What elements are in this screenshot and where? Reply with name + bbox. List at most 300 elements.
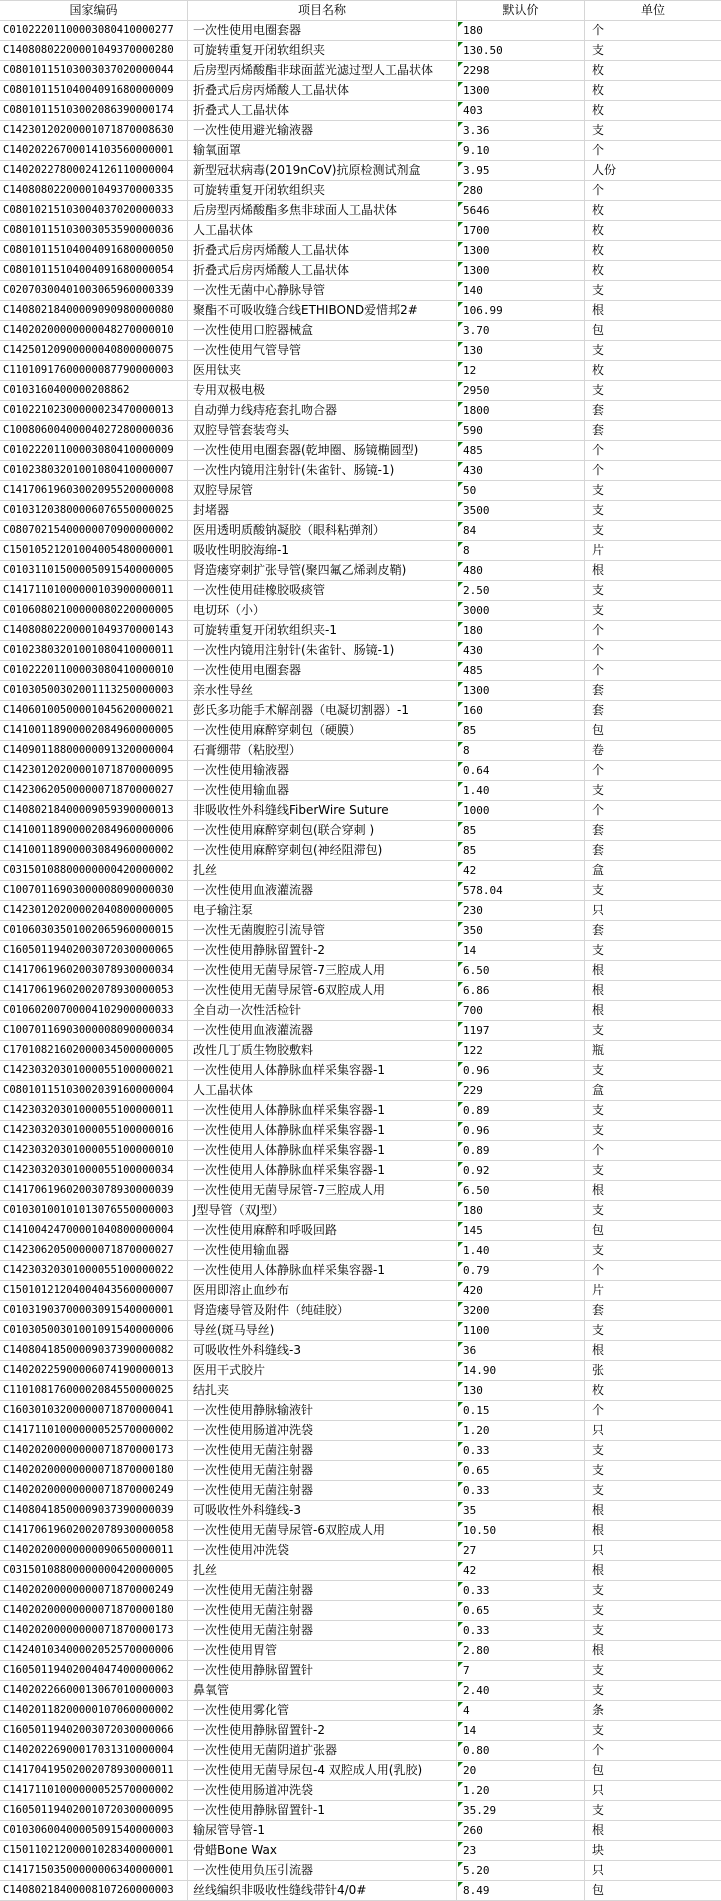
code-cell[interactable]: C01031203800006076550000025 — [0, 501, 188, 521]
name-cell[interactable]: 可吸收性外科缝线-3 — [188, 1341, 457, 1361]
code-cell[interactable]: C14020200000000071870000249 — [0, 1481, 188, 1501]
name-cell[interactable]: 一次性使用人体静脉血样采集容器-1 — [188, 1061, 457, 1081]
name-cell[interactable]: 一次性使用人体静脉血样采集容器-1 — [188, 1121, 457, 1141]
unit-cell[interactable]: 支 — [585, 381, 721, 401]
name-cell[interactable]: 一次性使用麻醉穿刺包(联合穿刺 ) — [188, 821, 457, 841]
unit-cell[interactable]: 根 — [585, 1501, 721, 1521]
price-cell[interactable] — [457, 761, 585, 781]
price-cell[interactable] — [457, 1121, 585, 1141]
code-cell[interactable]: C14020226900017031310000004 — [0, 1741, 188, 1761]
unit-cell[interactable]: 套 — [585, 421, 721, 441]
name-cell[interactable]: 一次性使用无菌导尿管-7三腔成人用 — [188, 1181, 457, 1201]
unit-cell[interactable]: 块 — [585, 1841, 721, 1861]
unit-cell[interactable]: 支 — [585, 1061, 721, 1081]
price-cell[interactable] — [457, 1641, 585, 1661]
name-cell[interactable]: 一次性使用无菌注射器 — [188, 1601, 457, 1621]
unit-cell[interactable]: 条 — [585, 1701, 721, 1721]
unit-cell[interactable]: 张 — [585, 1361, 721, 1381]
code-cell[interactable]: C14230120200001071870000095 — [0, 761, 188, 781]
code-cell[interactable]: C14250120900000040800000075 — [0, 341, 188, 361]
price-cell[interactable] — [457, 201, 585, 221]
name-cell[interactable]: 一次性使用麻醉穿刺包（硬膜） — [188, 721, 457, 741]
code-cell[interactable]: C16050119402004047400000062 — [0, 1661, 188, 1681]
name-cell[interactable]: 一次性使用雾化管 — [188, 1701, 457, 1721]
name-cell[interactable]: 自动弹力线痔疮套扎吻合器 — [188, 401, 457, 421]
unit-cell[interactable]: 个 — [585, 1401, 721, 1421]
name-cell[interactable]: 一次性使用静脉留置针-2 — [188, 1721, 457, 1741]
code-cell[interactable]: C14080218400009059390000013 — [0, 801, 188, 821]
name-cell[interactable]: 一次性使用人体静脉血样采集容器-1 — [188, 1261, 457, 1281]
code-cell[interactable]: C14020226700014103560000001 — [0, 141, 188, 161]
unit-cell[interactable]: 根 — [585, 1641, 721, 1661]
column-header-name[interactable]: 项目名称 — [188, 0, 457, 21]
name-cell[interactable]: 一次性无菌腹腔引流导管 — [188, 921, 457, 941]
name-cell[interactable]: 输氧面罩 — [188, 141, 457, 161]
code-cell[interactable]: C14230320301000055100000021 — [0, 1061, 188, 1081]
price-cell[interactable] — [457, 1241, 585, 1261]
name-cell[interactable]: 一次性内镜用注射针(朱雀针、肠镜-1) — [188, 461, 457, 481]
name-cell[interactable]: 电子输注泵 — [188, 901, 457, 921]
code-cell[interactable]: C14170619602003078930000034 — [0, 961, 188, 981]
name-cell[interactable]: 扎丝 — [188, 861, 457, 881]
name-cell[interactable]: 一次性使用气管导管 — [188, 341, 457, 361]
unit-cell[interactable]: 卷 — [585, 741, 721, 761]
code-cell[interactable]: C14080218400008107260000003 — [0, 1881, 188, 1901]
unit-cell[interactable]: 盒 — [585, 861, 721, 881]
code-cell[interactable]: C14170619603002095520000008 — [0, 481, 188, 501]
unit-cell[interactable]: 支 — [585, 281, 721, 301]
price-cell[interactable] — [457, 641, 585, 661]
price-cell[interactable] — [457, 1781, 585, 1801]
unit-cell[interactable]: 根 — [585, 1821, 721, 1841]
unit-cell[interactable]: 支 — [585, 1801, 721, 1821]
code-cell[interactable]: C14020227800024126110000004 — [0, 161, 188, 181]
unit-cell[interactable]: 支 — [585, 1021, 721, 1041]
name-cell[interactable]: 一次性使用血液灌流器 — [188, 881, 457, 901]
price-cell[interactable] — [457, 1861, 585, 1881]
code-cell[interactable]: C15010121204004043560000007 — [0, 1281, 188, 1301]
price-cell[interactable] — [457, 141, 585, 161]
unit-cell[interactable]: 套 — [585, 1301, 721, 1321]
price-cell[interactable] — [457, 1461, 585, 1481]
unit-cell[interactable]: 只 — [585, 1421, 721, 1441]
code-cell[interactable]: C08010115104004091680000009 — [0, 81, 188, 101]
unit-cell[interactable]: 套 — [585, 401, 721, 421]
price-cell[interactable] — [457, 1661, 585, 1681]
code-cell[interactable]: C14080802200001049370000280 — [0, 41, 188, 61]
price-cell[interactable] — [457, 741, 585, 761]
code-cell[interactable]: C14230320301000055100000034 — [0, 1161, 188, 1181]
name-cell[interactable]: 折叠式人工晶状体 — [188, 101, 457, 121]
code-cell[interactable]: C08010215103004037020000033 — [0, 201, 188, 221]
name-cell[interactable]: 骨蜡Bone Wax — [188, 1841, 457, 1861]
unit-cell[interactable]: 包 — [585, 1881, 721, 1901]
price-cell[interactable] — [457, 541, 585, 561]
unit-cell[interactable]: 支 — [585, 1441, 721, 1461]
unit-cell[interactable]: 包 — [585, 321, 721, 341]
name-cell[interactable]: 人工晶状体 — [188, 1081, 457, 1101]
name-cell[interactable]: 一次性使用人体静脉血样采集容器-1 — [188, 1161, 457, 1181]
unit-cell[interactable]: 支 — [585, 41, 721, 61]
price-cell[interactable] — [457, 581, 585, 601]
code-cell[interactable]: C16050119402001072030000095 — [0, 1801, 188, 1821]
name-cell[interactable]: 一次性内镜用注射针(朱雀针、肠镜-1) — [188, 641, 457, 661]
code-cell[interactable]: C08010115104004091680000050 — [0, 241, 188, 261]
unit-cell[interactable]: 只 — [585, 901, 721, 921]
price-cell[interactable] — [457, 801, 585, 821]
code-cell[interactable]: C14230320301000055100000011 — [0, 1101, 188, 1121]
unit-cell[interactable]: 个 — [585, 641, 721, 661]
price-cell[interactable] — [457, 1841, 585, 1861]
name-cell[interactable]: 一次性使用麻醉穿刺包(神经阻滞包) — [188, 841, 457, 861]
code-cell[interactable]: C14100118900003084960000002 — [0, 841, 188, 861]
unit-cell[interactable]: 支 — [585, 481, 721, 501]
code-cell[interactable]: C14170619602003078930000039 — [0, 1181, 188, 1201]
name-cell[interactable]: 一次性使用无菌阴道扩张器 — [188, 1741, 457, 1761]
name-cell[interactable]: 一次性使用无菌导尿包-4 双腔成人用(乳胶) — [188, 1761, 457, 1781]
code-cell[interactable]: C01030500302001113250000003 — [0, 681, 188, 701]
name-cell[interactable]: 一次性使用无菌注射器 — [188, 1581, 457, 1601]
name-cell[interactable]: 折叠式后房丙烯酸人工晶状体 — [188, 81, 457, 101]
code-cell[interactable]: C08010115104004091680000054 — [0, 261, 188, 281]
price-cell[interactable] — [457, 381, 585, 401]
name-cell[interactable]: 导丝(斑马导丝) — [188, 1321, 457, 1341]
name-cell[interactable]: 双腔导尿管 — [188, 481, 457, 501]
name-cell[interactable]: 折叠式后房丙烯酸人工晶状体 — [188, 261, 457, 281]
price-cell[interactable] — [457, 1501, 585, 1521]
code-cell[interactable]: C14020118200000107060000002 — [0, 1701, 188, 1721]
unit-cell[interactable]: 支 — [585, 1461, 721, 1481]
price-cell[interactable] — [457, 1341, 585, 1361]
code-cell[interactable]: C14020200000000071870000249 — [0, 1581, 188, 1601]
code-cell[interactable]: C14020200000000071870000180 — [0, 1601, 188, 1621]
name-cell[interactable]: 一次性使用输血器 — [188, 1241, 457, 1261]
code-cell[interactable]: C14080218400009090980000080 — [0, 301, 188, 321]
price-cell[interactable] — [457, 1001, 585, 1021]
name-cell[interactable]: 一次性使用无菌导尿管-6双腔成人用 — [188, 981, 457, 1001]
price-cell[interactable] — [457, 501, 585, 521]
price-cell[interactable] — [457, 461, 585, 481]
unit-cell[interactable]: 个 — [585, 21, 721, 41]
price-cell[interactable] — [457, 841, 585, 861]
unit-cell[interactable]: 支 — [585, 1121, 721, 1141]
unit-cell[interactable]: 枚 — [585, 1381, 721, 1401]
unit-cell[interactable]: 片 — [585, 1281, 721, 1301]
price-cell[interactable] — [457, 1441, 585, 1461]
name-cell[interactable]: 一次性使用麻醉和呼吸回路 — [188, 1221, 457, 1241]
price-cell[interactable] — [457, 921, 585, 941]
name-cell[interactable]: 全自动一次性活检针 — [188, 1001, 457, 1021]
price-cell[interactable] — [457, 721, 585, 741]
price-cell[interactable] — [457, 1101, 585, 1121]
name-cell[interactable]: 一次性使用人体静脉血样采集容器-1 — [188, 1101, 457, 1121]
price-cell[interactable] — [457, 901, 585, 921]
name-cell[interactable]: 一次性使用肠道冲洗袋 — [188, 1421, 457, 1441]
unit-cell[interactable]: 枚 — [585, 61, 721, 81]
unit-cell[interactable]: 根 — [585, 1341, 721, 1361]
price-cell[interactable] — [457, 1601, 585, 1621]
name-cell[interactable]: 后房型丙烯酸酯非球面蓝光滤过型人工晶状体 — [188, 61, 457, 81]
code-cell[interactable]: C01060200700004102900000033 — [0, 1001, 188, 1021]
unit-cell[interactable]: 枚 — [585, 201, 721, 221]
name-cell[interactable]: 一次性使用肠道冲洗袋 — [188, 1781, 457, 1801]
price-cell[interactable] — [457, 1281, 585, 1301]
code-cell[interactable]: C01022201100003080410000009 — [0, 441, 188, 461]
code-cell[interactable]: C14230320301000055100000010 — [0, 1141, 188, 1161]
code-cell[interactable]: C10070116903000008090000030 — [0, 881, 188, 901]
price-cell[interactable] — [457, 701, 585, 721]
price-cell[interactable] — [457, 1141, 585, 1161]
code-cell[interactable]: C01060802100000080220000005 — [0, 601, 188, 621]
name-cell[interactable]: 一次性使用硅橡胶吸痰管 — [188, 581, 457, 601]
code-cell[interactable]: C14230320301000055100000022 — [0, 1261, 188, 1281]
code-cell[interactable]: C14230620500000071870000027 — [0, 781, 188, 801]
code-cell[interactable]: C01030600400005091540000003 — [0, 1821, 188, 1841]
price-cell[interactable] — [457, 1301, 585, 1321]
name-cell[interactable]: 一次性使用静脉留置针-1 — [188, 1801, 457, 1821]
price-cell[interactable] — [457, 1701, 585, 1721]
code-cell[interactable]: C15010521201004005480000001 — [0, 541, 188, 561]
code-cell[interactable]: C14171101000000103900000011 — [0, 581, 188, 601]
unit-cell[interactable]: 支 — [585, 881, 721, 901]
price-cell[interactable] — [457, 481, 585, 501]
unit-cell[interactable]: 根 — [585, 1181, 721, 1201]
price-cell[interactable] — [457, 1581, 585, 1601]
name-cell[interactable]: 电切环（小） — [188, 601, 457, 621]
unit-cell[interactable]: 根 — [585, 1521, 721, 1541]
name-cell[interactable]: 双腔导管套装弯头 — [188, 421, 457, 441]
unit-cell[interactable]: 支 — [585, 1661, 721, 1681]
code-cell[interactable]: C14020226600013067010000003 — [0, 1681, 188, 1701]
price-cell[interactable] — [457, 1041, 585, 1061]
unit-cell[interactable]: 瓶 — [585, 1041, 721, 1061]
unit-cell[interactable]: 支 — [585, 1721, 721, 1741]
unit-cell[interactable]: 枚 — [585, 81, 721, 101]
unit-cell[interactable]: 枚 — [585, 361, 721, 381]
name-cell[interactable]: 封堵器 — [188, 501, 457, 521]
name-cell[interactable]: 可旋转重复开闭软组织夹-1 — [188, 621, 457, 641]
name-cell[interactable]: 一次性使用输血器 — [188, 781, 457, 801]
code-cell[interactable]: C01022201100003080410000010 — [0, 661, 188, 681]
price-cell[interactable] — [457, 441, 585, 461]
unit-cell[interactable]: 个 — [585, 1141, 721, 1161]
price-cell[interactable] — [457, 1561, 585, 1581]
name-cell[interactable]: 一次性使用电圈套器 — [188, 21, 457, 41]
code-cell[interactable]: C14170619602002078930000053 — [0, 981, 188, 1001]
unit-cell[interactable]: 根 — [585, 981, 721, 1001]
name-cell[interactable]: 可吸收性外科缝线-3 — [188, 1501, 457, 1521]
price-cell[interactable] — [457, 1381, 585, 1401]
price-cell[interactable] — [457, 1181, 585, 1201]
unit-cell[interactable]: 人份 — [585, 161, 721, 181]
price-cell[interactable] — [457, 881, 585, 901]
price-cell[interactable] — [457, 341, 585, 361]
unit-cell[interactable]: 个 — [585, 661, 721, 681]
unit-cell[interactable]: 枚 — [585, 241, 721, 261]
code-cell[interactable]: C14020200000000090650000011 — [0, 1541, 188, 1561]
code-cell[interactable]: C14230320301000055100000016 — [0, 1121, 188, 1141]
name-cell[interactable]: 石膏绷带（粘胶型） — [188, 741, 457, 761]
price-cell[interactable] — [457, 1761, 585, 1781]
unit-cell[interactable]: 只 — [585, 1781, 721, 1801]
unit-cell[interactable]: 枚 — [585, 261, 721, 281]
unit-cell[interactable]: 个 — [585, 441, 721, 461]
price-cell[interactable] — [457, 1361, 585, 1381]
code-cell[interactable]: C01030100101013076550000003 — [0, 1201, 188, 1221]
price-cell[interactable] — [457, 161, 585, 181]
name-cell[interactable]: 新型冠状病毒(2019nCoV)抗原检测试剂盒 — [188, 161, 457, 181]
price-cell[interactable] — [457, 401, 585, 421]
name-cell[interactable]: 输尿管导管-1 — [188, 1821, 457, 1841]
unit-cell[interactable]: 个 — [585, 761, 721, 781]
unit-cell[interactable]: 包 — [585, 1221, 721, 1241]
price-cell[interactable] — [457, 361, 585, 381]
name-cell[interactable]: 专用双极电极 — [188, 381, 457, 401]
code-cell[interactable]: C11010817600002084550000025 — [0, 1381, 188, 1401]
price-cell[interactable] — [457, 961, 585, 981]
name-cell[interactable]: 一次性使用胃管 — [188, 1641, 457, 1661]
unit-cell[interactable]: 支 — [585, 1601, 721, 1621]
price-cell[interactable] — [457, 681, 585, 701]
price-cell[interactable] — [457, 1321, 585, 1341]
code-cell[interactable]: C14060100500001045620000021 — [0, 701, 188, 721]
code-cell[interactable]: C01030500301001091540000006 — [0, 1321, 188, 1341]
unit-cell[interactable]: 套 — [585, 921, 721, 941]
name-cell[interactable]: 结扎夹 — [188, 1381, 457, 1401]
unit-cell[interactable]: 支 — [585, 941, 721, 961]
price-cell[interactable] — [457, 1161, 585, 1181]
unit-cell[interactable]: 支 — [585, 781, 721, 801]
price-cell[interactable] — [457, 1261, 585, 1281]
unit-cell[interactable]: 片 — [585, 541, 721, 561]
unit-cell[interactable]: 支 — [585, 521, 721, 541]
unit-cell[interactable]: 个 — [585, 1741, 721, 1761]
unit-cell[interactable]: 支 — [585, 121, 721, 141]
name-cell[interactable]: 一次性使用电圈套器 — [188, 661, 457, 681]
name-cell[interactable]: 医用透明质酸钠凝胶（眼科粘弹剂） — [188, 521, 457, 541]
unit-cell[interactable]: 根 — [585, 961, 721, 981]
code-cell[interactable]: C14100118900002084960000005 — [0, 721, 188, 741]
code-cell[interactable]: C08010115103002086390000174 — [0, 101, 188, 121]
column-header-unit[interactable]: 单位 — [585, 0, 721, 21]
code-cell[interactable]: C01060303501002065960000015 — [0, 921, 188, 941]
code-cell[interactable]: C16050119402003072030000066 — [0, 1721, 188, 1741]
code-cell[interactable]: C14080802200001049370000335 — [0, 181, 188, 201]
price-cell[interactable] — [457, 521, 585, 541]
name-cell[interactable]: 一次性使用血液灌流器 — [188, 1021, 457, 1041]
price-cell[interactable] — [457, 821, 585, 841]
name-cell[interactable]: 一次性使用无菌注射器 — [188, 1621, 457, 1641]
name-cell[interactable]: 可旋转重复开闭软组织夹 — [188, 41, 457, 61]
price-cell[interactable] — [457, 941, 585, 961]
unit-cell[interactable]: 支 — [585, 1241, 721, 1261]
code-cell[interactable]: C03150108800000000420000005 — [0, 1561, 188, 1581]
unit-cell[interactable]: 根 — [585, 301, 721, 321]
price-cell[interactable] — [457, 221, 585, 241]
price-cell[interactable] — [457, 1021, 585, 1041]
name-cell[interactable]: 一次性使用无菌注射器 — [188, 1461, 457, 1481]
code-cell[interactable]: C14020200000000071870000173 — [0, 1441, 188, 1461]
name-cell[interactable]: 一次性使用无菌注射器 — [188, 1481, 457, 1501]
price-cell[interactable] — [457, 661, 585, 681]
name-cell[interactable]: 吸收性明胶海绵-1 — [188, 541, 457, 561]
price-cell[interactable] — [457, 181, 585, 201]
code-cell[interactable]: C01023803201001080410000011 — [0, 641, 188, 661]
code-cell[interactable]: C14170619602002078930000058 — [0, 1521, 188, 1541]
price-cell[interactable] — [457, 101, 585, 121]
name-cell[interactable]: 亲水性导丝 — [188, 681, 457, 701]
name-cell[interactable]: 一次性使用电圈套器(乾坤圈、肠镜椭圆型) — [188, 441, 457, 461]
unit-cell[interactable]: 个 — [585, 141, 721, 161]
name-cell[interactable]: 一次性使用口腔器械盒 — [188, 321, 457, 341]
name-cell[interactable]: 一次性使用避光输液器 — [188, 121, 457, 141]
price-cell[interactable] — [457, 1421, 585, 1441]
unit-cell[interactable]: 个 — [585, 181, 721, 201]
price-cell[interactable] — [457, 321, 585, 341]
code-cell[interactable]: C08070215400000070900000002 — [0, 521, 188, 541]
unit-cell[interactable]: 支 — [585, 1201, 721, 1221]
price-cell[interactable] — [457, 1621, 585, 1641]
code-cell[interactable]: C14100424700001040800000004 — [0, 1221, 188, 1241]
code-cell[interactable]: C01022102300000023470000013 — [0, 401, 188, 421]
name-cell[interactable]: 肾造瘘导管及附件（纯硅胶） — [188, 1301, 457, 1321]
column-header-price[interactable]: 默认价 — [457, 0, 585, 21]
unit-cell[interactable]: 支 — [585, 1101, 721, 1121]
name-cell[interactable]: 一次性使用静脉留置针-2 — [188, 941, 457, 961]
price-cell[interactable] — [457, 21, 585, 41]
code-cell[interactable]: C10080600400004027280000036 — [0, 421, 188, 441]
code-cell[interactable]: C14230120200001071870008630 — [0, 121, 188, 141]
column-header-code[interactable]: 国家编码 — [0, 0, 188, 21]
unit-cell[interactable]: 支 — [585, 501, 721, 521]
price-cell[interactable] — [457, 81, 585, 101]
name-cell[interactable]: 一次性使用人体静脉血样采集容器-1 — [188, 1141, 457, 1161]
name-cell[interactable]: 折叠式后房丙烯酸人工晶状体 — [188, 241, 457, 261]
unit-cell[interactable]: 套 — [585, 821, 721, 841]
price-cell[interactable] — [457, 1681, 585, 1701]
name-cell[interactable]: 一次性使用静脉输液针 — [188, 1401, 457, 1421]
name-cell[interactable]: 改性几丁质生物胶敷料 — [188, 1041, 457, 1061]
unit-cell[interactable]: 支 — [585, 1621, 721, 1641]
unit-cell[interactable]: 套 — [585, 701, 721, 721]
name-cell[interactable]: 人工晶状体 — [188, 221, 457, 241]
price-cell[interactable] — [457, 261, 585, 281]
code-cell[interactable]: C17010821602000034500000005 — [0, 1041, 188, 1061]
code-cell[interactable]: C14100118900002084960000006 — [0, 821, 188, 841]
price-cell[interactable] — [457, 61, 585, 81]
name-cell[interactable]: 鼻氧管 — [188, 1681, 457, 1701]
name-cell[interactable]: 后房型丙烯酸酯多焦非球面人工晶状体 — [188, 201, 457, 221]
code-cell[interactable]: C14080418500009037390000082 — [0, 1341, 188, 1361]
name-cell[interactable]: 医用干式胶片 — [188, 1361, 457, 1381]
price-cell[interactable] — [457, 1881, 585, 1901]
code-cell[interactable]: C08010115103002039160000004 — [0, 1081, 188, 1101]
price-cell[interactable] — [457, 561, 585, 581]
code-cell[interactable]: C16050119402003072030000065 — [0, 941, 188, 961]
unit-cell[interactable]: 支 — [585, 341, 721, 361]
code-cell[interactable]: C01023803201001080410000007 — [0, 461, 188, 481]
price-cell[interactable] — [457, 281, 585, 301]
code-cell[interactable]: C14080418500009037390000039 — [0, 1501, 188, 1521]
unit-cell[interactable]: 支 — [585, 601, 721, 621]
name-cell[interactable]: J型导管（双J型） — [188, 1201, 457, 1221]
code-cell[interactable]: C11010917600000087790000003 — [0, 361, 188, 381]
code-cell[interactable]: C0103160400000208862 — [0, 381, 188, 401]
code-cell[interactable]: C14020225900006074190000013 — [0, 1361, 188, 1381]
unit-cell[interactable]: 支 — [585, 1481, 721, 1501]
unit-cell[interactable]: 个 — [585, 1261, 721, 1281]
price-cell[interactable] — [457, 981, 585, 1001]
